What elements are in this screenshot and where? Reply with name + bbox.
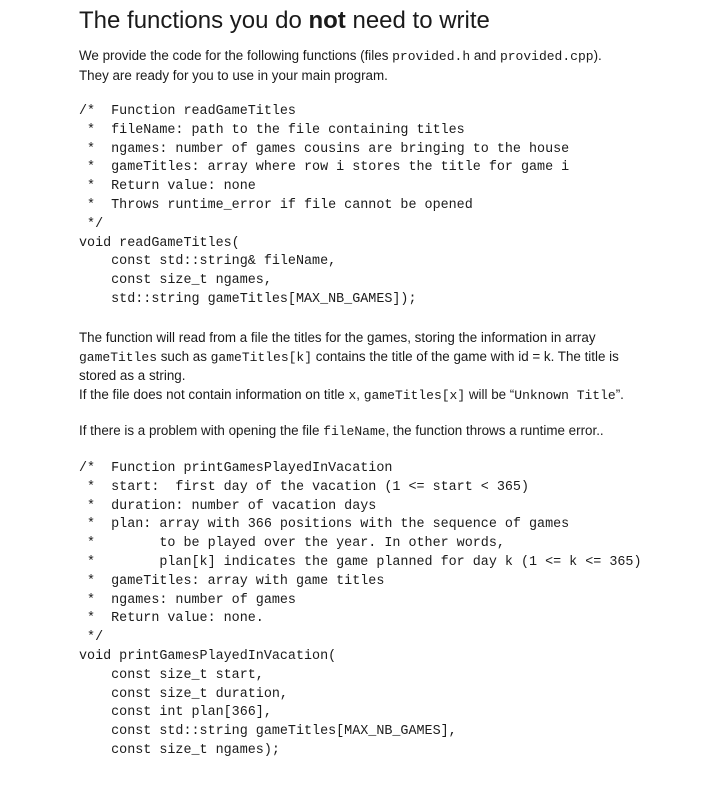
desc-text: ”. <box>615 386 624 402</box>
code-line: * gameTitles: array with game titles <box>79 573 385 589</box>
code-line: std::string gameTitles[MAX_NB_GAMES]); <box>79 291 417 307</box>
code-line: */ <box>79 216 104 232</box>
code-line: const size_t start, <box>79 667 264 683</box>
desc-line-2 <box>79 348 624 368</box>
code-line: */ <box>79 630 104 646</box>
code-line: const size_t duration, <box>79 686 288 702</box>
code-gametitles-x: gameTitles[x] <box>363 387 466 403</box>
code-line: /* Function printGamesPlayedInVacation <box>79 461 393 476</box>
code-x: x <box>348 387 357 403</box>
intro-line-1 <box>79 47 602 67</box>
code-line: * start: first day of the vacation (1 <= start < 365) <box>79 479 529 495</box>
desc-text: , the function throws a runtime error.. <box>385 423 604 438</box>
code-line: const size_t ngames); <box>79 742 280 758</box>
code-line: void printGamesPlayedInVacation( <box>79 648 337 664</box>
code-unknown-title: Unknown Title <box>514 387 616 403</box>
intro-text-a: We provide the code for the following functions (files <box>79 48 393 63</box>
desc-text: will be “ <box>465 386 515 402</box>
code-line: * Throws runtime_error if file cannot be opened <box>79 197 473 213</box>
heading-bold: not <box>308 7 346 34</box>
code-line: * fileName: path to the file containing titles <box>79 122 465 138</box>
code-line: * duration: number of vacation days <box>79 498 377 514</box>
code-gametitles-k: gameTitles[k] <box>210 349 313 365</box>
desc-text: such as <box>157 348 211 364</box>
heading-pre: The functions you do <box>79 7 309 34</box>
desc-line-1: The function will read from a file the titles for the games, storing the information in array <box>79 330 596 345</box>
code-gametitles: gameTitles <box>79 349 158 365</box>
file-provided-h: provided.h <box>392 49 471 64</box>
code-line: const size_t ngames, <box>79 273 272 289</box>
code-line: const int plan[366], <box>79 705 272 721</box>
code-filename: fileName <box>323 424 386 439</box>
code-line: const std::string& fileName, <box>79 254 337 270</box>
code-line: void readGameTitles( <box>79 235 240 251</box>
code-line: * Return value: none <box>79 179 256 195</box>
intro-text-c: ). <box>593 48 602 63</box>
code-line: * ngames: number of games <box>79 592 296 608</box>
section-heading <box>79 6 490 36</box>
code-line: * ngames: number of games cousins are bringing to the house <box>79 141 570 157</box>
intro-line-2: They are ready for you to use in your main program. <box>79 67 388 83</box>
code-line: /* Function readGameTitles <box>79 104 296 119</box>
code-line: * gameTitles: array where row i stores the title for game i <box>79 160 570 176</box>
code-line: * plan: array with 366 positions with the sequence of games <box>79 517 570 533</box>
intro-paragraph <box>79 47 602 85</box>
intro-text-b: and <box>470 48 500 63</box>
desc-text: If the file does not contain information on title <box>79 386 349 402</box>
code-line: const std::string gameTitles[MAX_NB_GAMES], <box>79 724 457 740</box>
desc-text: , <box>356 386 364 402</box>
file-provided-cpp: provided.cpp <box>499 49 594 64</box>
desc-text: contains the title of the game with id = k. The title is <box>312 348 619 364</box>
code-line: * Return value: none. <box>79 611 264 627</box>
desc-line-5 <box>79 422 604 442</box>
desc-text: If there is a problem with opening the file <box>79 423 324 438</box>
code-line: * to be played over the year. In other words, <box>79 536 505 552</box>
desc-line-4 <box>79 386 624 406</box>
heading-post: need to write <box>345 7 490 34</box>
error-paragraph <box>79 422 604 442</box>
code-block-read-game-titles <box>79 103 569 310</box>
desc-line-3: stored as a string. <box>79 368 186 383</box>
description-paragraph <box>79 329 624 405</box>
code-block-print-games <box>79 460 642 761</box>
code-line: * plan[k] indicates the game planned for day k (1 <= k <= 365) <box>79 554 642 570</box>
